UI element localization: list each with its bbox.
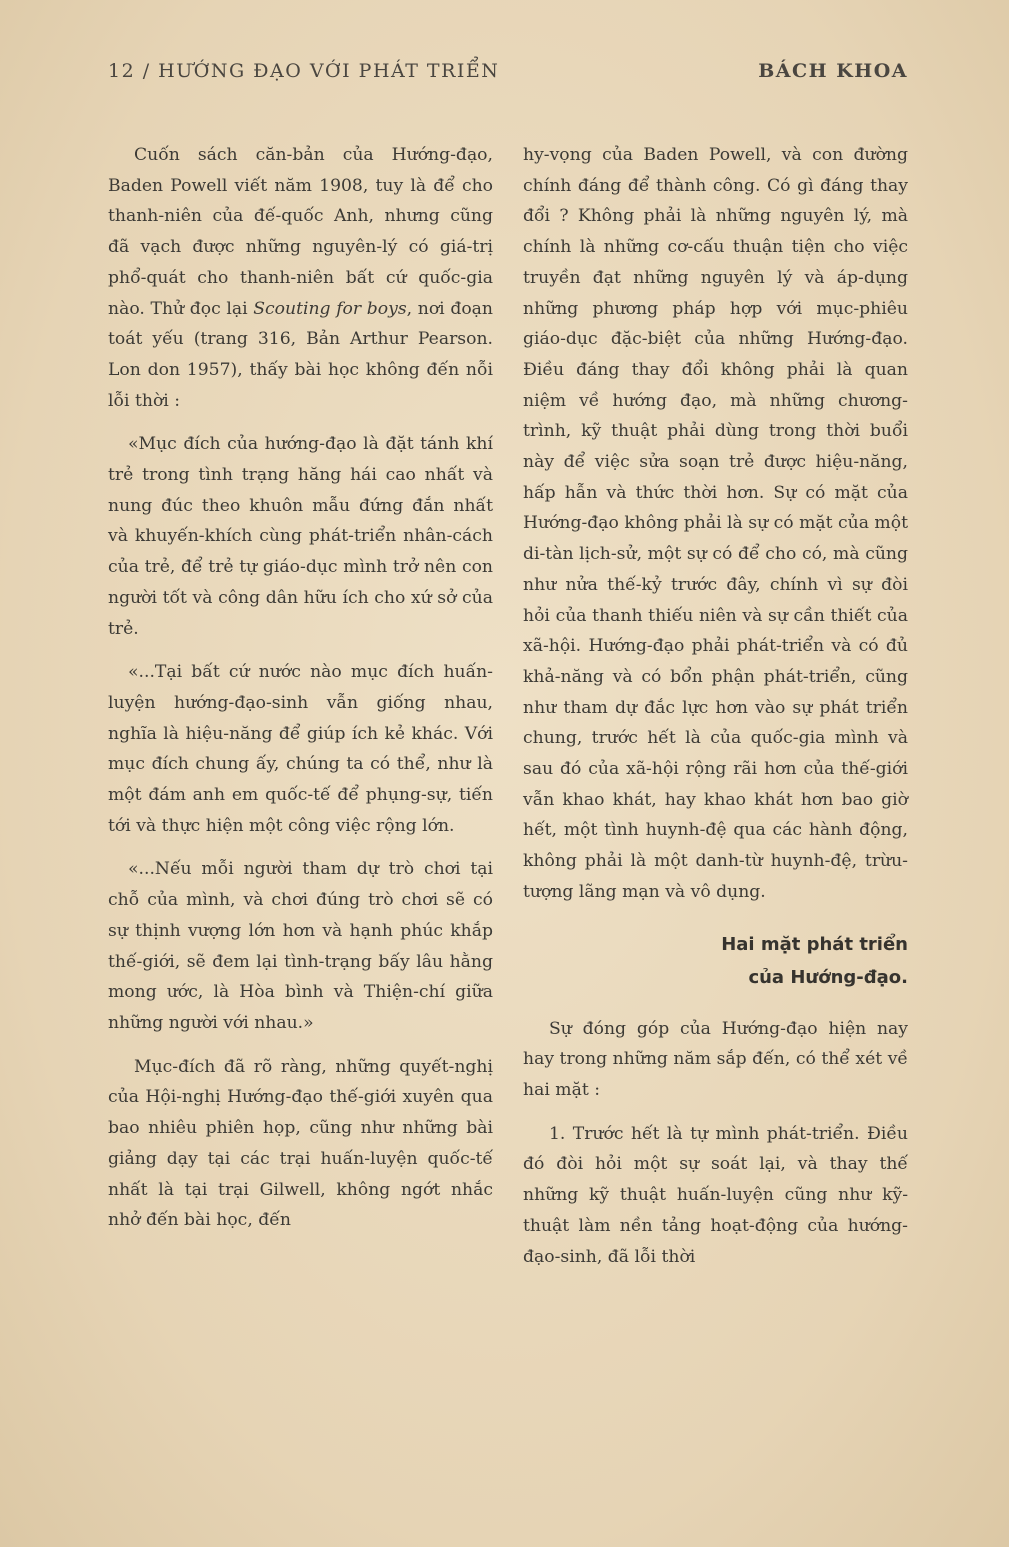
paragraph-intro-part-a: Cuốn sách căn-bản của Hướng-đạo, Baden Powell viết năm 1908, tuy là để cho thanh-niên của đế-quốc Anh, nhưng cũng đã vạch được những nguyên-lý có giá-trị phổ-quát cho thanh-niên bất cứ quốc-gia nào. Thử đọc lại (108, 145, 493, 319)
section-heading-line-2: của Hướng-đạo. (748, 966, 908, 988)
quote-1: «Mục đích của hướng-đạo là đặt tánh khí trẻ trong tình trạng hăng hái cao nhất và nung đúc theo khuôn mẫu đứng đắn nhất và khuyến-khích cùng phát-triển nhân-cách của trẻ, để trẻ tự giáo-dục mình trở nên con người tốt và công dân hữu ích cho xứ sở của trẻ. (108, 434, 493, 639)
left-column (108, 140, 493, 1236)
section-heading (523, 928, 908, 994)
paragraph-intro (108, 140, 493, 416)
quote-3: «...Nếu mỗi người tham dự trò chơi tại chỗ của mình, và chơi đúng trò chơi sẽ có sự thịnh vượng lớn hơn và hạnh phúc khắp thế-giới, sẽ đem lại tình-trạng bấy lâu hằng mong ước, là Hòa bình và Thiện-chí giữa những người với nhau.» (108, 859, 493, 1033)
right-column (523, 140, 908, 1272)
book-title: Scouting for boys (253, 298, 407, 319)
quote-2: «...Tại bất cứ nước nào mục đích huấn-luyện hướng-đạo-sinh vẫn giống nhau, nghĩa là hiệu-năng để giúp ích kẻ khác. Với mục đích chung ấy, chúng ta có thể, như là một đám anh em quốc-tế để phụng-sự, tiến tới và thực hiện một công việc rộng lớn. (108, 662, 493, 836)
paragraph-conclusion: Mục-đích đã rõ ràng, những quyết-nghị của Hội-nghị Hướng-đạo thế-giới xuyên qua bao nhiêu phiên họp, cũng như những bài giảng dạy tại các trại huấn-luyện quốc-tế nhất là tại trại Gilwell, không ngớt nhắc nhở đến bài học, đến (108, 1056, 493, 1231)
section-heading-line-1: Hai mặt phát triển (721, 933, 908, 955)
paragraph-continued: hy-vọng của Baden Powell, và con đường chính đáng để thành công. Có gì đáng thay đổi ? Không phải là những nguyên lý, mà chính là những cơ-cấu thuận tiện cho việc truyền đạt những nguyên lý và áp-dụng những phương pháp hợp với mục-phiêu giáo-dục đặc-biệt của những Hướng-đạo. Điều đáng thay đổi không phải là quan niệm về hướng đạo, mà những chương-trình, kỹ thuật phải dùng trong thời buổi này để việc sửa soạn trẻ được hiệu-năng, hấp hẫn và thức thời hơn. Sự có mặt của Hướng-đạo không phải là sự có mặt của một di-tàn lịch-sử, một sự có để cho có, mà cũng như nửa thế-kỷ trước đây, chính vì sự đòi hỏi của thanh thiếu niên và sự cần thiết của xã-hội. Hướng-đạo phải phát-triển và có đủ khả-năng và có bổn phận phát-triển, cũng như tham dự đắc lực hơn vào sự phát triển chung, trước hết là của quốc-gia mình và sau đó của xã-hội rộng rãi hơn của thế-giới vẫn khao khát, hay khao khát hơn bao giờ hết, một tình huynh-đệ qua các hành động, không phải là một danh-từ huynh-đệ, trừu-tượng lãng mạn và vô dụng. (523, 145, 908, 902)
paragraph-point-1: 1. Trước hết là tự mình phát-triển. Điều đó đòi hỏi một sự soát lại, và thay thế những kỹ thuật huấn-luyện cũng như kỹ-thuật làm nền tảng hoạt-động của hướng-đạo-sinh, đã lỗi thời (523, 1123, 908, 1267)
running-title: 12 / HƯỚNG ĐẠO VỚI PHÁT TRIỂN (108, 60, 500, 82)
paragraph-two-aspects: Sự đóng góp của Hướng-đạo hiện nay hay trong những năm sắp đến, có thể xét về hai mặt : (523, 1018, 908, 1100)
paragraph-intro-part-b: , nơi đoạn toát yếu (trang 316, Bản Arthur Pearson. Lon don 1957), thấy bài học không đến nỗi lỗi thời : (108, 298, 493, 411)
magazine-name: BÁCH KHOA (758, 60, 908, 82)
page-header (108, 60, 908, 90)
